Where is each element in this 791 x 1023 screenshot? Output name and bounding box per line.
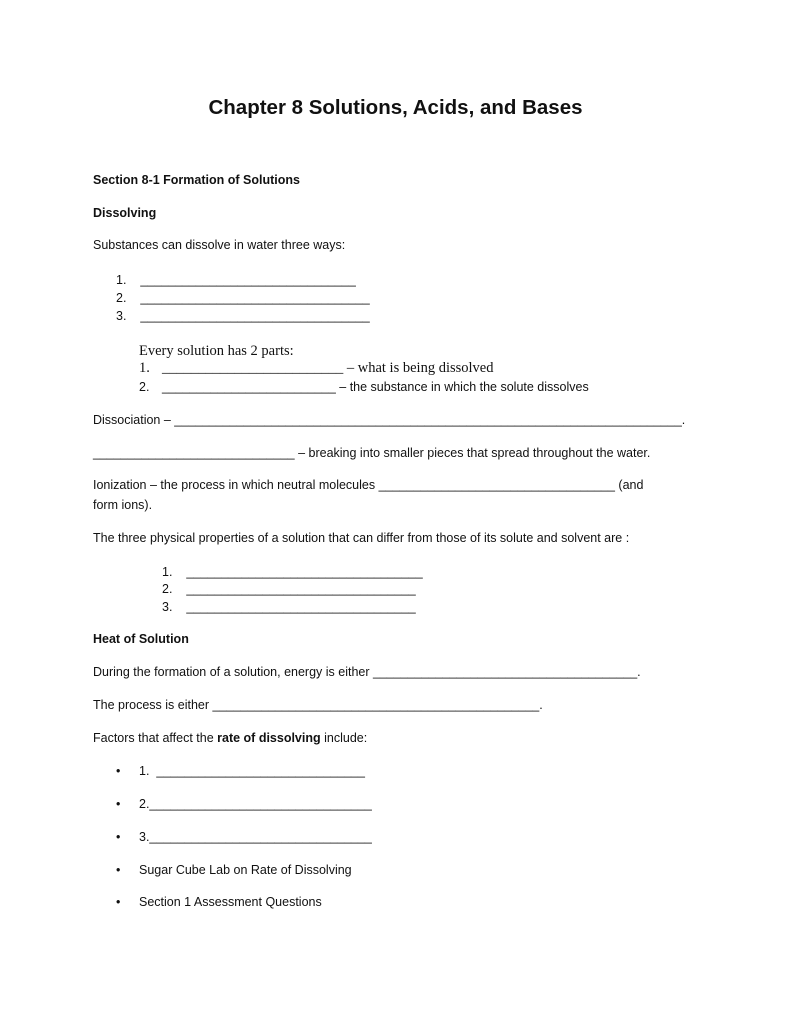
- properties-blank-2: 2. _________________________________: [162, 582, 416, 596]
- bullet-icon: •: [116, 895, 121, 909]
- factors-intro: [93, 730, 367, 746]
- parts-item-1-number: 1.: [139, 360, 150, 376]
- factor-blank-1: 1. ______________________________: [139, 764, 365, 778]
- parts-item-1: _________________________ – what is being dissolved: [162, 360, 494, 376]
- factors-intro-emphasis: rate of dissolving: [217, 731, 321, 745]
- ionization-line-1: Ionization – the process in which neutral molecules __________________________________ (and: [93, 478, 644, 492]
- parts-item-2-number: 2.: [139, 380, 150, 394]
- factor-blank-3: 3.________________________________: [139, 830, 372, 844]
- breaking-line: _____________________________ – breaking into smaller pieces that spread throughout the water.: [93, 446, 651, 460]
- properties-intro: The three physical properties of a solution that can differ from those of its solute and solvent are :: [93, 531, 630, 545]
- dissolving-intro: Substances can dissolve in water three ways:: [93, 238, 346, 252]
- factors-intro-start: Factors that affect the: [93, 731, 218, 745]
- bullet-icon: •: [116, 863, 121, 877]
- parts-intro: Every solution has 2 parts:: [139, 343, 294, 359]
- factor-lab-item: Sugar Cube Lab on Rate of Dissolving: [139, 863, 352, 877]
- section-heading: Section 8-1 Formation of Solutions: [93, 173, 300, 187]
- dissolving-blank-1: 1. _______________________________: [116, 273, 356, 287]
- dissociation-line: Dissociation – _________________________________________________________________________.: [93, 413, 686, 427]
- factor-blank-2: 2.________________________________: [139, 797, 372, 811]
- dissolving-blank-2: 2. _________________________________: [116, 291, 370, 305]
- factor-assessment-item: Section 1 Assessment Questions: [139, 895, 322, 909]
- factors-intro-end: include:: [320, 731, 368, 745]
- properties-blank-1: 1. __________________________________: [162, 565, 423, 579]
- dissolving-heading: Dissolving: [93, 206, 157, 220]
- page-title: Chapter 8 Solutions, Acids, and Bases: [208, 96, 583, 119]
- bullet-icon: •: [116, 797, 121, 811]
- parts-item-2: _________________________ – the substance in which the solute dissolves: [162, 380, 589, 394]
- properties-blank-3: 3. _________________________________: [162, 600, 416, 614]
- ionization-line-2: form ions).: [93, 498, 153, 512]
- dissolving-blank-3: 3. _________________________________: [116, 309, 370, 323]
- heat-energy-line: During the formation of a solution, energy is either ______________________________________.: [93, 665, 641, 679]
- heat-heading: Heat of Solution: [93, 632, 189, 646]
- bullet-icon: •: [116, 830, 121, 844]
- heat-process-line: The process is either _______________________________________________.: [93, 698, 543, 712]
- bullet-icon: •: [116, 764, 121, 778]
